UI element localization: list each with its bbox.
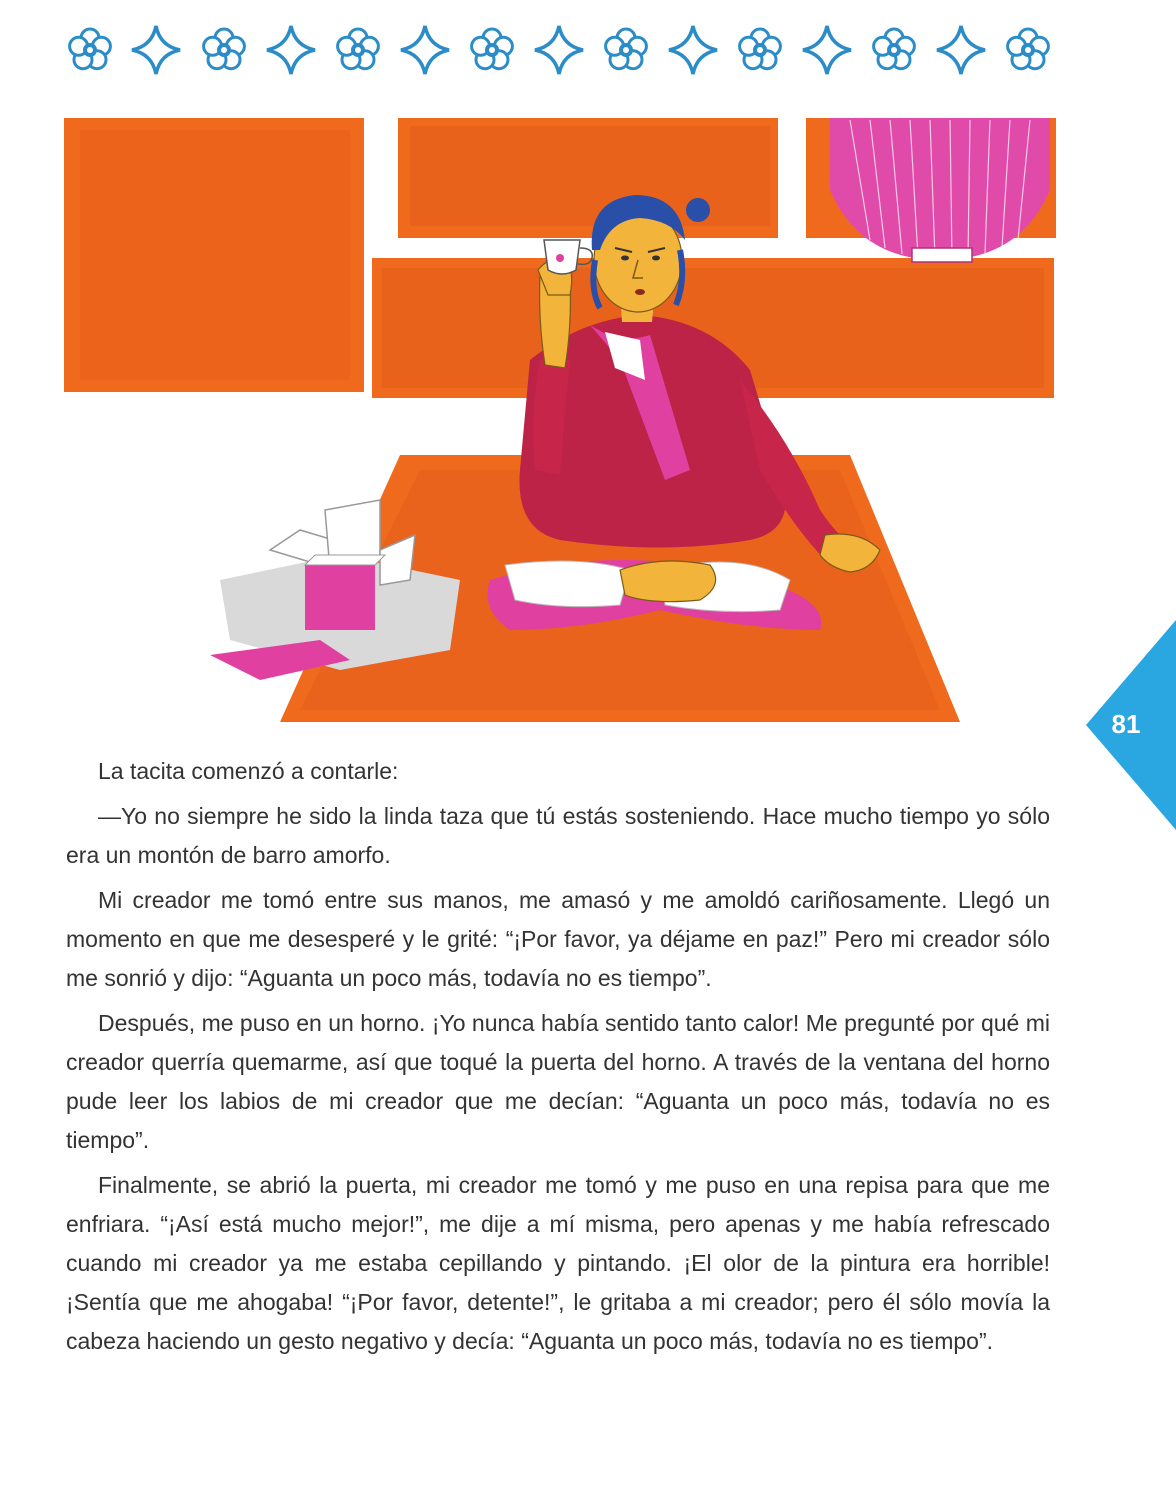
flower-icon xyxy=(70,29,111,69)
flower-icon xyxy=(740,29,781,69)
lantern-icon xyxy=(830,118,1050,262)
flower-icon xyxy=(874,29,915,69)
star-icon xyxy=(267,26,315,74)
story-paragraph: Mi creador me tomó entre sus manos, me amasó y me amoldó cariñosamente. Llegó un momento en que me desesperé y le grité: “¡Por favor, ya déjame en paz!” Pero mi creador sólo me sonrió y dijo: “Aguanta un poco más, todavía no es tiempo”. xyxy=(66,887,1050,991)
flower-icon xyxy=(338,29,379,69)
border-pattern xyxy=(66,20,1066,76)
star-icon xyxy=(535,26,583,74)
flower-icon xyxy=(606,29,647,69)
star-icon xyxy=(401,26,449,74)
star-icon xyxy=(669,26,717,74)
star-icon xyxy=(803,26,851,74)
page-number: 81 xyxy=(1111,709,1141,739)
story-paragraph: Después, me puso en un horno. ¡Yo nunca había sentido tanto calor! Me pregunté por qué mi creador querría quemarme, así que toqué la puerta del horno. A través de la ventana del horno pude leer los labios de mi creador que me decían: “Aguanta un poco más, todavía no es tiempo”. xyxy=(66,1010,1050,1153)
flower-icon xyxy=(472,29,513,69)
flower-icon xyxy=(204,29,245,69)
story-illustration xyxy=(60,110,1060,730)
story-paragraph: —Yo no siempre he sido la linda taza que tú estás sosteniendo. Hace mucho tiempo yo sólo era un montón de barro amorfo. xyxy=(66,803,1050,868)
story-text xyxy=(66,752,1050,1367)
decorative-border xyxy=(66,20,1066,76)
story-paragraph: Finalmente, se abrió la puerta, mi creador me tomó y me puso en una repisa para que me enfriara. “¡Así está mucho mejor!”, me dije a mí misma, pero apenas y me había refrescado cuando mi creador ya me estaba cepillando y pintando. ¡El olor de la pintura era horrible! ¡Sentía que me ahogaba! “¡Por favor, detente!”, le gritaba a mi creador; pero él sólo movía la cabeza haciendo un gesto negativo y decía: “Aguanta un poco más, todavía no es tiempo”. xyxy=(66,1172,1050,1354)
story-paragraph: La tacita comenzó a contarle: xyxy=(98,758,399,784)
star-icon xyxy=(132,26,180,74)
star-icon xyxy=(937,26,985,74)
flower-icon xyxy=(1008,29,1049,69)
